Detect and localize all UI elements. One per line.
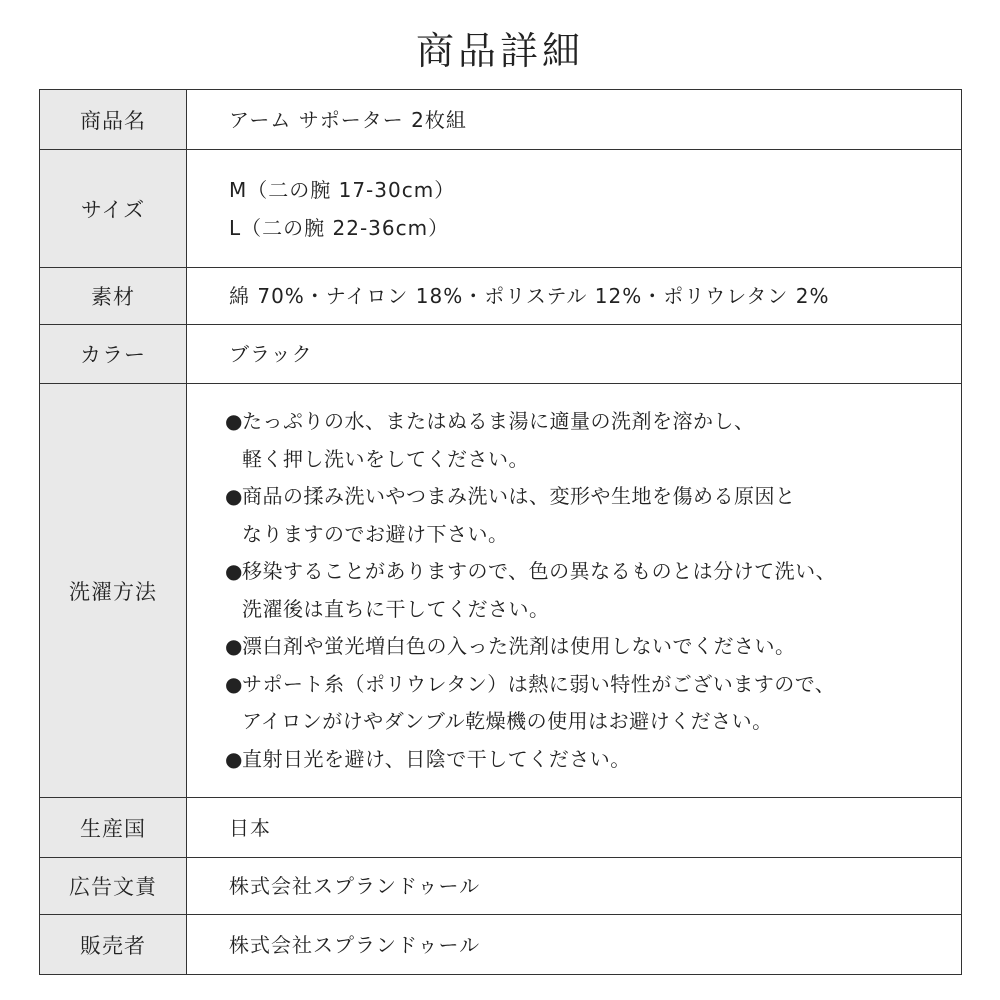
- table-row-seller: [40, 915, 962, 975]
- table-row-color: [40, 325, 962, 384]
- value-color: ブラック: [187, 325, 962, 384]
- table-row-name: [40, 90, 962, 150]
- label-material: 素材: [40, 268, 187, 325]
- care-item-2-line2: なりますのでお避け下さい。: [242, 521, 509, 546]
- label-size: サイズ: [40, 150, 187, 268]
- value-advertiser: 株式会社スプランドゥール: [187, 858, 962, 915]
- bullet-icon: ●: [225, 634, 243, 658]
- page-title: 商品詳細: [415, 29, 584, 73]
- label-color: カラー: [40, 325, 187, 384]
- table-row-material: [40, 268, 962, 325]
- care-item-1: [225, 403, 961, 478]
- care-item-1-line2: 軽く押し洗いをしてください。: [242, 446, 529, 471]
- care-item-5-line1: サポート糸（ポリウレタン）は熱に弱い特性がございますので、: [242, 671, 836, 696]
- care-item-3-line2: 洗濯後は直ちに干してください。: [242, 596, 550, 621]
- label-care: 洗濯方法: [40, 384, 187, 798]
- bullet-icon: ●: [225, 484, 243, 508]
- size-l: L（二の腕 22-36cm）: [229, 215, 450, 240]
- table-row-origin: [40, 798, 962, 858]
- value-size: [187, 150, 962, 268]
- care-item-5: [225, 666, 961, 741]
- value-care: [187, 384, 962, 798]
- care-item-2-line1: 商品の揉み洗いやつまみ洗いは、変形や生地を傷める原因と: [242, 484, 796, 508]
- table-row-care: [40, 384, 962, 798]
- label-origin: 生産国: [40, 798, 187, 858]
- value-seller: 株式会社スプランドゥール: [187, 915, 962, 975]
- care-item-3: [225, 553, 961, 628]
- bullet-icon: ●: [225, 559, 243, 583]
- size-m: M（二の腕 17-30cm）: [229, 177, 456, 202]
- care-item-3-line1: 移染することがありますので、色の異なるものとは分けて洗い、: [242, 559, 837, 583]
- care-item-6-line1: 直射日光を避け、日陰で干してください。: [242, 746, 631, 771]
- product-spec-table: [39, 89, 962, 975]
- care-item-6: [225, 741, 961, 779]
- bullet-icon: ●: [225, 409, 243, 433]
- table-row-size: [40, 150, 962, 268]
- care-item-4: [225, 628, 961, 666]
- table-row-advertiser: [40, 858, 962, 915]
- label-seller: 販売者: [40, 915, 187, 975]
- care-item-1-line1: たっぷりの水、またはぬるま湯に適量の洗剤を溶かし、: [242, 409, 755, 433]
- bullet-icon: ●: [225, 671, 243, 696]
- value-material: 綿 70%・ナイロン 18%・ポリステル 12%・ポリウレタン 2%: [187, 268, 962, 325]
- bullet-icon: ●: [225, 746, 243, 771]
- value-name: アーム サポーター 2枚組: [187, 90, 962, 150]
- label-name: 商品名: [40, 90, 187, 150]
- care-item-2: [225, 478, 961, 553]
- care-item-4-line1: 漂白剤や蛍光増白色の入った洗剤は使用しないでください。: [242, 634, 796, 658]
- value-origin: 日本: [187, 798, 962, 858]
- care-item-5-line2: アイロンがけやダンブル乾燥機の使用はお避けください。: [242, 709, 773, 733]
- care-instructions-list: [225, 403, 961, 778]
- label-advertiser: 広告文責: [40, 858, 187, 915]
